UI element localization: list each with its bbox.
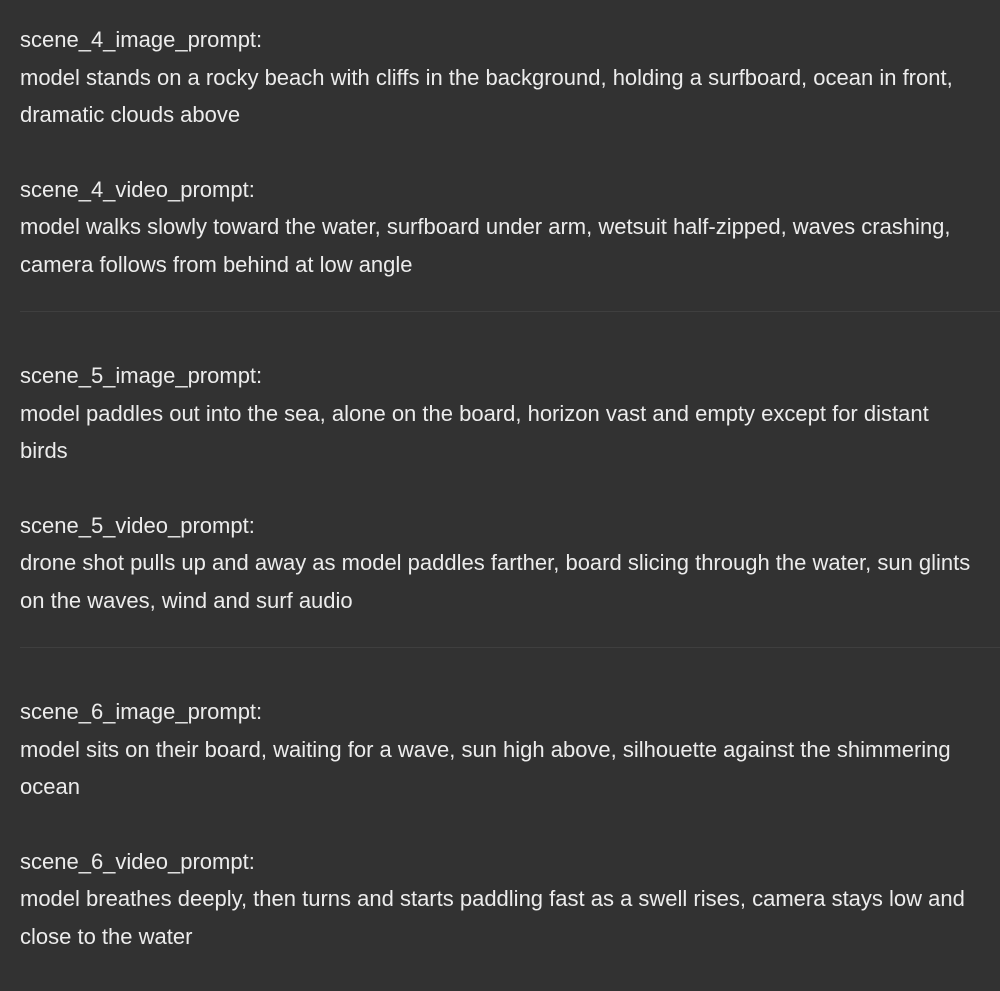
scene-5-section	[20, 312, 980, 619]
scene-6-image-prompt-text: model sits on their board, waiting for a wave, sun high above, silhouette against the shimmering ocean	[20, 736, 951, 799]
scene-6-section	[20, 648, 980, 955]
scene-5-video-prompt-label: scene_5_video_prompt:	[20, 512, 255, 538]
scene-6-image-prompt	[20, 693, 980, 806]
scene-4-image-prompt-text: model stands on a rocky beach with cliffs in the background, holding a surfboard, ocean in front, dramatic clouds above	[20, 64, 953, 127]
scene-5-image-prompt-label: scene_5_image_prompt:	[20, 363, 263, 388]
scene-6-video-prompt-label: scene_6_video_prompt:	[20, 848, 255, 874]
scene-6-image-prompt-label: scene_6_image_prompt:	[20, 699, 263, 724]
scene-6-video-prompt-text: model breathes deeply, then turns and starts paddling fast as a swell rises, camera stays low and close to the water	[20, 886, 965, 949]
scene-5-video-prompt-text: drone shot pulls up and away as model paddles farther, board slicing through the water, sun glints on the waves, wind and surf audio	[20, 550, 971, 613]
scene-5-video-prompt	[20, 507, 980, 620]
scene-6-video-prompt	[20, 843, 980, 956]
scene-5-image-prompt	[20, 357, 980, 470]
scene-5-image-prompt-text: model paddles out into the sea, alone on the board, horizon vast and empty except for distant birds	[20, 400, 929, 463]
scene-4-video-prompt	[20, 171, 980, 284]
scene-4-section	[20, 0, 980, 283]
scene-4-image-prompt	[20, 21, 980, 134]
scene-4-image-prompt-label: scene_4_image_prompt:	[20, 27, 263, 52]
scene-4-video-prompt-label: scene_4_video_prompt:	[20, 176, 255, 202]
scene-4-video-prompt-text: model walks slowly toward the water, surfboard under arm, wetsuit half-zipped, waves crashing, camera follows from behind at low angle	[20, 214, 951, 277]
